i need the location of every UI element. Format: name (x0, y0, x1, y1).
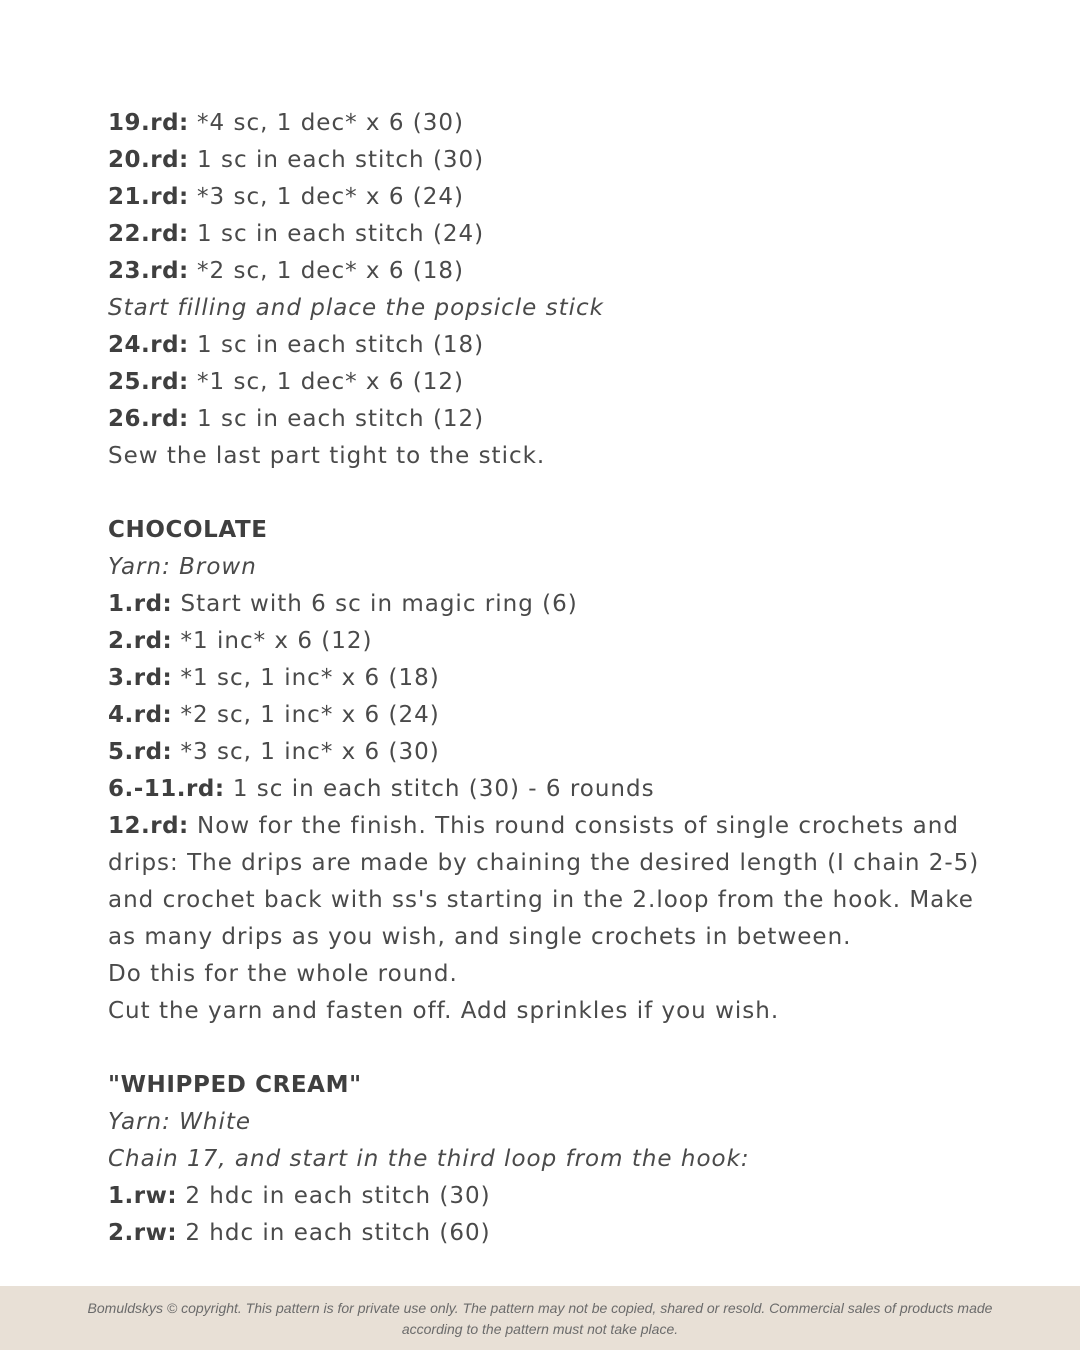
section-heading-whipped-cream: "WHIPPED CREAM" (108, 1072, 362, 1098)
row-label: 2.rw: (108, 1220, 178, 1246)
row-label: 22.rd: (108, 221, 189, 247)
pattern-row (108, 1178, 988, 1215)
pattern-row (108, 364, 988, 401)
instruction-line: Do this for the whole round. (108, 961, 458, 987)
section-spacer (108, 475, 988, 512)
filling-note: Start filling and place the popsicle stick (108, 295, 604, 321)
pattern-row (108, 105, 988, 142)
row-label: 2.rd: (108, 628, 173, 654)
row-text: *1 inc* x 6 (12) (172, 628, 373, 654)
row-text: *4 sc, 1 dec* x 6 (30) (188, 110, 464, 136)
copyright-footer (0, 1286, 1080, 1350)
row-text: Now for the finish. This round consists of single crochets and drips: The drips are made by chaining the desired length (I chain 2-5) and crochet back with ss's starting in the 2.loop from the hook. Make as many drips as you wish, and single crochets in between. (108, 813, 980, 950)
pattern-row-finish (108, 808, 988, 956)
pattern-row (108, 623, 988, 660)
pattern-row (108, 401, 988, 438)
yarn-note: Yarn: White (108, 1109, 252, 1135)
row-label: 5.rd: (108, 739, 173, 765)
row-label: 12.rd: (108, 813, 189, 839)
row-text: Start with 6 sc in magic ring (6) (172, 591, 578, 617)
row-text: 1 sc in each stitch (30) - 6 rounds (224, 776, 655, 802)
section-spacer (108, 1030, 988, 1067)
row-label: 6.-11.rd: (108, 776, 225, 802)
pattern-row (108, 734, 988, 771)
pattern-row (108, 216, 988, 253)
row-text: 1 sc in each stitch (12) (188, 406, 485, 432)
row-label: 19.rd: (108, 110, 189, 136)
row-label: 20.rd: (108, 147, 189, 173)
row-text: *2 sc, 1 dec* x 6 (18) (188, 258, 464, 284)
row-label: 21.rd: (108, 184, 189, 210)
pattern-row (108, 1215, 988, 1252)
row-label: 1.rw: (108, 1183, 178, 1209)
pattern-row (108, 660, 988, 697)
pattern-row (108, 179, 988, 216)
pattern-row (108, 586, 988, 623)
row-label: 1.rd: (108, 591, 173, 617)
instruction-line: Cut the yarn and fasten off. Add sprinkles if you wish. (108, 998, 780, 1024)
row-text: 1 sc in each stitch (18) (188, 332, 485, 358)
row-label: 23.rd: (108, 258, 189, 284)
row-label: 3.rd: (108, 665, 173, 691)
yarn-note: Yarn: Brown (108, 554, 257, 580)
row-text: 2 hdc in each stitch (30) (177, 1183, 491, 1209)
copyright-text: Bomuldskys © copyright. This pattern is for private use only. The pattern may not be copied, shared or resold. Commercial sales of products made according to the pattern must not take place. (87, 1300, 993, 1337)
pattern-content (108, 105, 988, 1252)
row-text: *1 sc, 1 inc* x 6 (18) (172, 665, 440, 691)
pattern-row (108, 327, 988, 364)
row-text: *2 sc, 1 inc* x 6 (24) (172, 702, 440, 728)
pattern-row (108, 142, 988, 179)
row-label: 4.rd: (108, 702, 173, 728)
pattern-row (108, 771, 988, 808)
row-label: 24.rd: (108, 332, 189, 358)
row-text: 1 sc in each stitch (30) (188, 147, 485, 173)
pattern-row (108, 253, 988, 290)
closing-instruction: Sew the last part tight to the stick. (108, 443, 546, 469)
row-text: *1 sc, 1 dec* x 6 (12) (188, 369, 464, 395)
pattern-row (108, 697, 988, 734)
row-text: *3 sc, 1 dec* x 6 (24) (188, 184, 464, 210)
row-text: 1 sc in each stitch (24) (188, 221, 485, 247)
row-label: 26.rd: (108, 406, 189, 432)
section-heading-chocolate: CHOCOLATE (108, 517, 268, 543)
chain-note: Chain 17, and start in the third loop from the hook: (108, 1146, 750, 1172)
row-text: 2 hdc in each stitch (60) (177, 1220, 491, 1246)
row-text: *3 sc, 1 inc* x 6 (30) (172, 739, 440, 765)
row-label: 25.rd: (108, 369, 189, 395)
